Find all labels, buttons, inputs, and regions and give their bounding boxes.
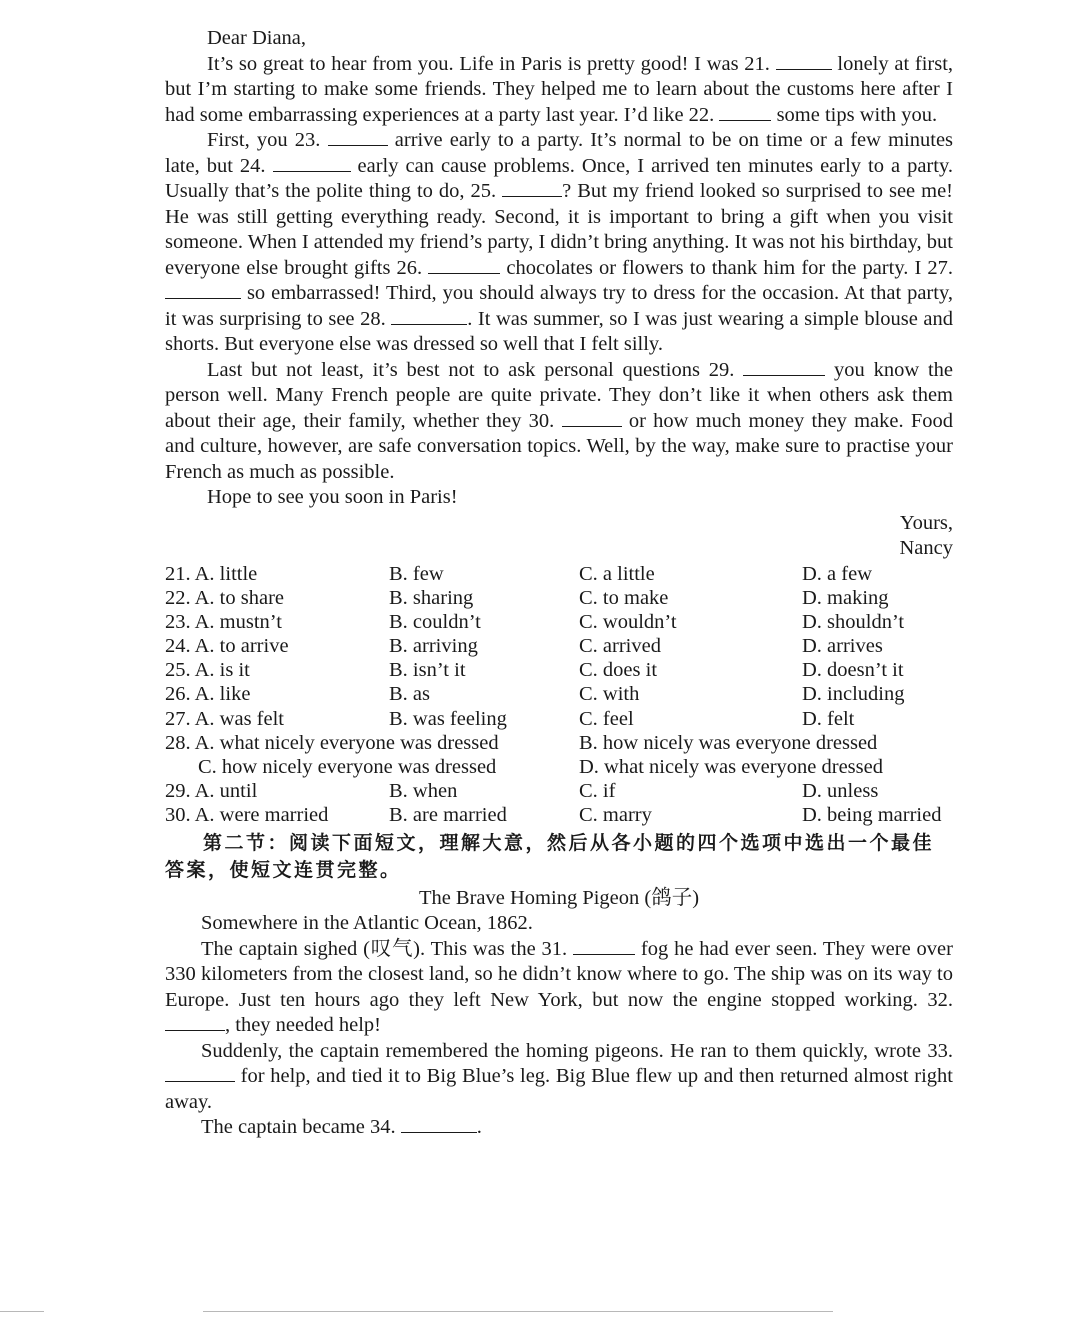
option-30-a[interactable]: 30. A. were married bbox=[165, 804, 329, 827]
text-segment: you know the person well. Many French people are quite private. They don’t like it when others ask them about their age, their family, whether they 30. bbox=[165, 358, 953, 432]
instruction-line-2: 答案，使短文连贯完整。 bbox=[165, 858, 402, 881]
text-segment: The captain became 34. bbox=[201, 1116, 396, 1139]
question-26-options bbox=[165, 682, 953, 706]
option-23-d[interactable]: D. shouldn’t bbox=[802, 610, 905, 633]
blank-23[interactable] bbox=[328, 128, 388, 146]
blank-32[interactable] bbox=[165, 1013, 225, 1031]
blank-24[interactable] bbox=[273, 154, 351, 172]
text-segment: . bbox=[476, 1116, 482, 1139]
section-2-instruction bbox=[165, 830, 953, 884]
option-24-d[interactable]: D. arrives bbox=[802, 635, 883, 658]
question-24-options bbox=[165, 634, 953, 658]
blank-22[interactable] bbox=[719, 103, 771, 121]
blank-33[interactable] bbox=[165, 1064, 235, 1082]
question-28-options-cd bbox=[165, 755, 953, 779]
text-segment: ? But my friend looked so surprised to see me! He was still getting everything ready. Second, it is important to bring a gift when you visit someone. When I attended my friend’s party, I didn’t bring anything. It was not his birthday, but everyone else brought gifts 26. bbox=[165, 180, 953, 279]
option-25-c[interactable]: C. does it bbox=[579, 659, 658, 682]
blank-27[interactable] bbox=[165, 281, 241, 299]
text-segment: for help, and tied it to Big Blue’s leg. Big Blue flew up and then returned almost right away. bbox=[165, 1065, 954, 1113]
option-21-a[interactable]: 21. A. little bbox=[165, 562, 258, 585]
text-segment: so embarrassed! Third, you should always try to dress for the occasion. At that party, it was surprising to see 28. bbox=[165, 282, 953, 330]
story-title: The Brave Homing Pigeon (鸽子) bbox=[418, 886, 700, 909]
text-segment: early can cause problems. Once, I arrived ten minutes early to a party. Usually that’s the polite thing to do, 25. bbox=[165, 154, 953, 202]
text-segment: The captain sighed (叹气). This was the 31. bbox=[201, 937, 568, 960]
question-27-options bbox=[165, 707, 953, 731]
option-30-d[interactable]: D. being married bbox=[802, 804, 942, 827]
letter-paragraph-1 bbox=[165, 52, 953, 129]
question-28-options-ab bbox=[165, 731, 953, 755]
blank-25[interactable] bbox=[502, 179, 562, 197]
text-segment: some tips with you. bbox=[776, 103, 938, 126]
option-25-a[interactable]: 25. A. is it bbox=[165, 659, 250, 682]
blank-28[interactable] bbox=[391, 307, 467, 325]
question-22-options bbox=[165, 586, 953, 610]
text-segment: First, you 23. bbox=[207, 129, 321, 151]
passage bbox=[165, 26, 953, 1141]
option-27-d[interactable]: D. felt bbox=[802, 707, 855, 730]
story-paragraph-1 bbox=[165, 937, 953, 1039]
option-27-b[interactable]: B. was feeling bbox=[389, 707, 507, 730]
letter-closing: Yours, bbox=[899, 511, 953, 534]
text-segment: arrive early to a party. It’s normal to be on time or a few minutes late, but 24. bbox=[165, 129, 954, 177]
option-22-b[interactable]: B. sharing bbox=[389, 586, 474, 609]
page-edge-rule-left bbox=[0, 1311, 44, 1312]
blank-21[interactable] bbox=[776, 52, 832, 70]
option-24-b[interactable]: B. arriving bbox=[389, 635, 478, 658]
text-segment: chocolates or flowers to thank him for the party. I 27. bbox=[506, 256, 954, 279]
blank-30[interactable] bbox=[562, 409, 622, 427]
question-21-options bbox=[165, 562, 953, 586]
question-23-options bbox=[165, 610, 953, 634]
option-26-d[interactable]: D. including bbox=[802, 683, 905, 706]
option-22-d[interactable]: D. making bbox=[802, 586, 889, 609]
option-21-c[interactable]: C. a little bbox=[579, 562, 655, 585]
option-25-d[interactable]: D. doesn’t it bbox=[802, 659, 904, 682]
option-28-b[interactable]: B. how nicely was everyone dressed bbox=[579, 731, 878, 754]
text-segment: , they needed help! bbox=[225, 1014, 381, 1037]
text-segment: lonely at first, but I’m starting to make some friends. They helped me to learn about the customs here after I had some embarrassing experiences at a party last year. I’d like 22. bbox=[165, 52, 954, 126]
option-22-a[interactable]: 22. A. to share bbox=[165, 586, 284, 609]
letter-salutation: Dear Diana, bbox=[207, 27, 307, 49]
question-29-options bbox=[165, 779, 953, 803]
story-paragraph-3 bbox=[165, 1115, 953, 1141]
page-edge-rule bbox=[203, 1311, 833, 1312]
text-segment: Suddenly, the captain remembered the homing pigeons. He ran to them quickly, wrote 33. bbox=[201, 1039, 953, 1062]
option-24-c[interactable]: C. arrived bbox=[579, 635, 661, 658]
text-segment: Last but not least, it’s best not to ask personal questions 29. bbox=[207, 358, 735, 381]
option-23-a[interactable]: 23. A. mustn’t bbox=[165, 610, 282, 633]
letter-signature: Nancy bbox=[899, 537, 953, 559]
option-26-a[interactable]: 26. A. like bbox=[165, 683, 251, 706]
story-dateline: Somewhere in the Atlantic Ocean, 1862. bbox=[201, 912, 533, 935]
blank-31[interactable] bbox=[573, 937, 635, 955]
text-segment: . It was summer, so I was just wearing a simple blouse and shorts. But everyone else was dressed so well that I felt silly. bbox=[165, 307, 954, 355]
question-30-options bbox=[165, 803, 953, 827]
option-29-a[interactable]: 29. A. until bbox=[165, 780, 258, 803]
option-29-d[interactable]: D. unless bbox=[802, 780, 879, 803]
option-29-c[interactable]: C. if bbox=[579, 780, 616, 803]
option-29-b[interactable]: B. when bbox=[389, 780, 458, 803]
option-25-b[interactable]: B. isn’t it bbox=[389, 659, 466, 682]
question-25-options bbox=[165, 658, 953, 682]
option-26-c[interactable]: C. with bbox=[579, 683, 640, 706]
blank-26[interactable] bbox=[428, 256, 500, 274]
option-30-b[interactable]: B. are married bbox=[389, 804, 507, 827]
option-28-a[interactable]: 28. A. what nicely everyone was dressed bbox=[165, 731, 499, 754]
story-paragraph-2 bbox=[165, 1039, 953, 1116]
instruction-line-1: 第二节：阅读下面短文，理解大意，然后从各小题的四个选项中选出一个最佳 bbox=[203, 831, 935, 854]
option-22-c[interactable]: C. to make bbox=[579, 586, 669, 609]
letter-paragraph-2 bbox=[165, 128, 953, 358]
option-23-b[interactable]: B. couldn’t bbox=[389, 610, 481, 633]
option-30-c[interactable]: C. marry bbox=[579, 804, 652, 827]
option-21-b[interactable]: B. few bbox=[389, 562, 444, 585]
option-27-a[interactable]: 27. A. was felt bbox=[165, 707, 284, 730]
text-segment: fog he had ever seen. They were over 330 kilometers from the closest land, so he didn’t know where to go. The ship was on its way to Europe. Just ten hours ago they left New York, but now the engine stopped working. 32. bbox=[165, 937, 953, 1011]
letter-paragraph-3 bbox=[165, 358, 953, 486]
text-segment: It’s so great to hear from you. Life in Paris is pretty good! I was 21. bbox=[207, 52, 770, 75]
option-24-a[interactable]: 24. A. to arrive bbox=[165, 635, 289, 658]
option-26-b[interactable]: B. as bbox=[389, 683, 430, 706]
option-28-c[interactable]: C. how nicely everyone was dressed bbox=[198, 756, 497, 778]
letter-paragraph-4: Hope to see you soon in Paris! bbox=[207, 486, 458, 508]
option-27-c[interactable]: C. feel bbox=[579, 707, 634, 730]
option-28-d[interactable]: D. what nicely was everyone dressed bbox=[579, 756, 883, 778]
option-23-c[interactable]: C. wouldn’t bbox=[579, 610, 677, 633]
options-list bbox=[165, 562, 953, 828]
text-segment: or how much money they make. Food and culture, however, are safe conversation topics. Well, by the way, make sure to practise your French as much as possible. bbox=[165, 409, 954, 483]
option-21-d[interactable]: D. a few bbox=[802, 562, 873, 585]
blank-34[interactable] bbox=[401, 1115, 477, 1133]
blank-29[interactable] bbox=[743, 358, 825, 376]
